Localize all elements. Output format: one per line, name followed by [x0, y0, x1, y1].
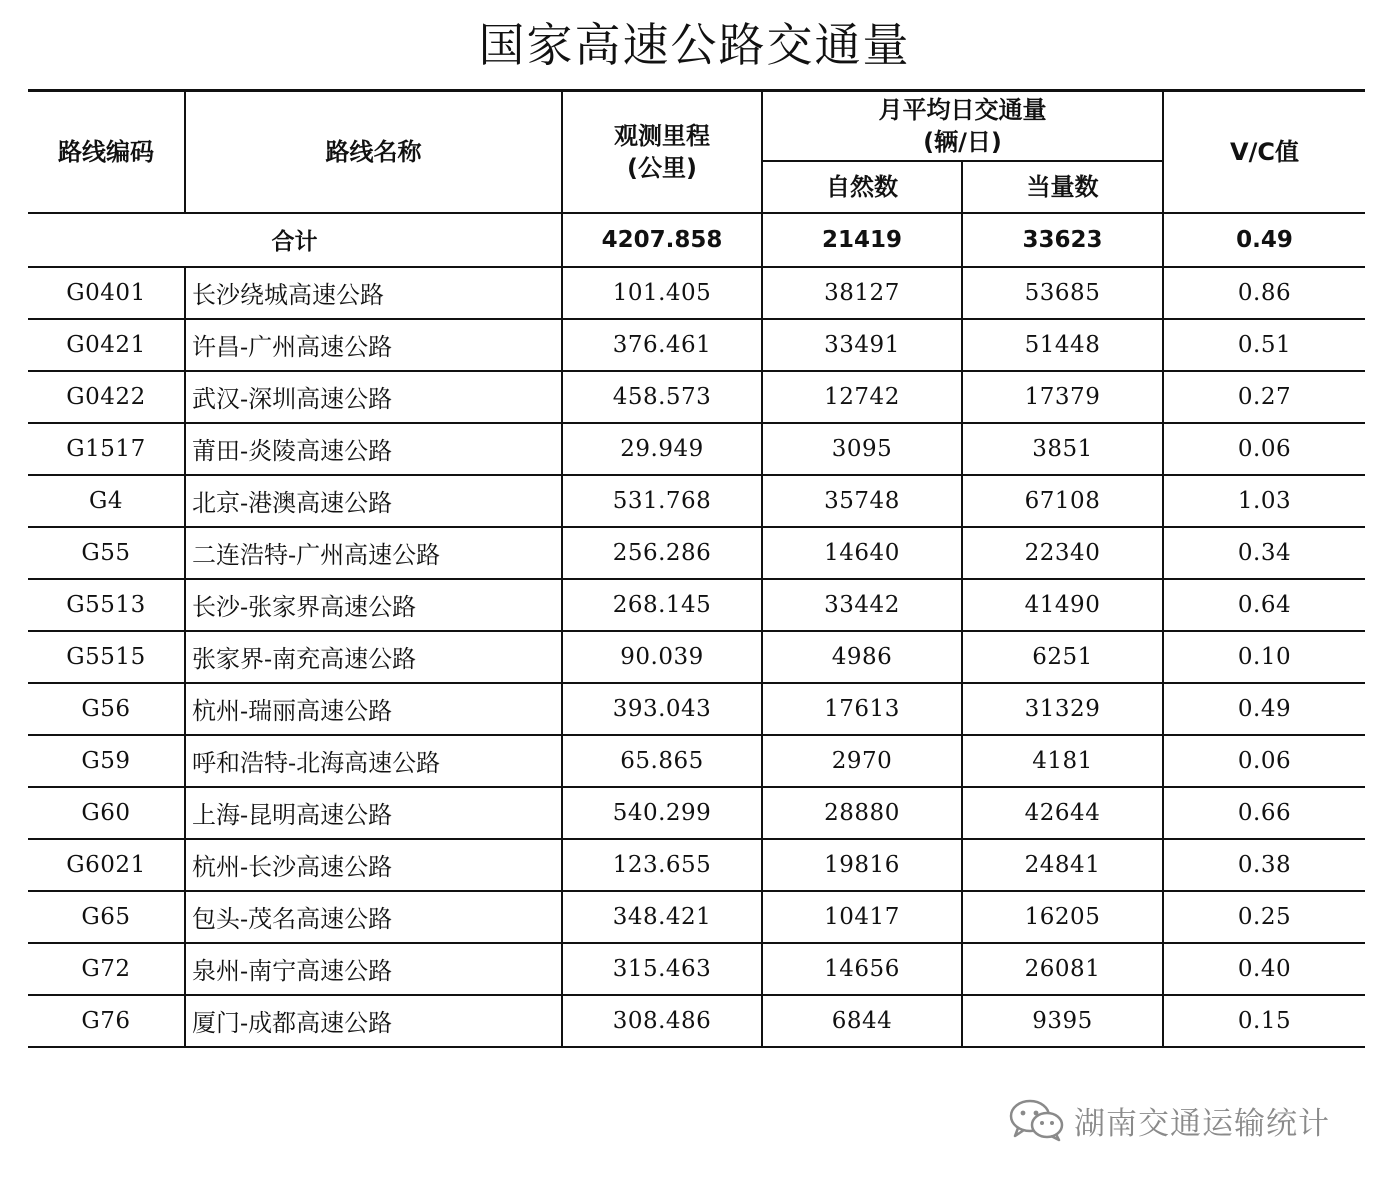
natural-count-cell: 3095	[762, 423, 962, 475]
route-name-cell: 上海-昆明高速公路	[185, 787, 562, 839]
table-row	[28, 891, 1365, 943]
natural-count-cell: 19816	[762, 839, 962, 891]
table-body	[28, 213, 1365, 1047]
vc-ratio-cell: 0.64	[1163, 579, 1365, 631]
mileage-cell: 458.573	[562, 371, 762, 423]
table-row	[28, 735, 1365, 787]
mileage-cell: 65.865	[562, 735, 762, 787]
route-code-cell: G5513	[28, 579, 185, 631]
mileage-cell: 90.039	[562, 631, 762, 683]
header-equivalent-count: 当量数	[962, 161, 1163, 213]
route-name-cell: 厦门-成都高速公路	[185, 995, 562, 1047]
route-name-cell: 长沙-张家界高速公路	[185, 579, 562, 631]
route-name-cell: 长沙绕城高速公路	[185, 267, 562, 319]
total-row	[28, 213, 1365, 267]
total-natural: 21419	[762, 213, 962, 267]
header-daily-volume	[762, 91, 1163, 161]
natural-count-cell: 12742	[762, 371, 962, 423]
header-vc-ratio: V/C值	[1163, 91, 1365, 213]
vc-ratio-cell: 0.34	[1163, 527, 1365, 579]
route-name-cell: 许昌-广州高速公路	[185, 319, 562, 371]
vc-ratio-cell: 0.49	[1163, 683, 1365, 735]
natural-count-cell: 14640	[762, 527, 962, 579]
natural-count-cell: 4986	[762, 631, 962, 683]
route-code-cell: G76	[28, 995, 185, 1047]
total-vc: 0.49	[1163, 213, 1365, 267]
equivalent-count-cell: 17379	[962, 371, 1163, 423]
route-name-cell: 泉州-南宁高速公路	[185, 943, 562, 995]
equivalent-count-cell: 4181	[962, 735, 1163, 787]
route-name-cell: 杭州-瑞丽高速公路	[185, 683, 562, 735]
equivalent-count-cell: 67108	[962, 475, 1163, 527]
table-row	[28, 683, 1365, 735]
vc-ratio-cell: 0.86	[1163, 267, 1365, 319]
natural-count-cell: 2970	[762, 735, 962, 787]
equivalent-count-cell: 26081	[962, 943, 1163, 995]
table-row	[28, 371, 1365, 423]
natural-count-cell: 14656	[762, 943, 962, 995]
route-name-cell: 武汉-深圳高速公路	[185, 371, 562, 423]
equivalent-count-cell: 16205	[962, 891, 1163, 943]
natural-count-cell: 6844	[762, 995, 962, 1047]
route-code-cell: G0421	[28, 319, 185, 371]
route-name-cell: 莆田-炎陵高速公路	[185, 423, 562, 475]
mileage-cell: 123.655	[562, 839, 762, 891]
header-volume-unit: (辆/日)	[923, 127, 1002, 156]
vc-ratio-cell: 0.15	[1163, 995, 1365, 1047]
route-name-cell: 二连浩特-广州高速公路	[185, 527, 562, 579]
table-row	[28, 267, 1365, 319]
mileage-cell: 101.405	[562, 267, 762, 319]
vc-ratio-cell: 1.03	[1163, 475, 1365, 527]
natural-count-cell: 35748	[762, 475, 962, 527]
table-row	[28, 579, 1365, 631]
vc-ratio-cell: 0.06	[1163, 423, 1365, 475]
watermark-text: 湖南交通运输统计	[1074, 1105, 1330, 1142]
table-row	[28, 631, 1365, 683]
header-mileage-label: 观测里程	[614, 121, 710, 150]
header-volume-label: 月平均日交通量	[878, 95, 1047, 124]
route-code-cell: G65	[28, 891, 185, 943]
equivalent-count-cell: 53685	[962, 267, 1163, 319]
table-row	[28, 943, 1365, 995]
mileage-cell: 256.286	[562, 527, 762, 579]
table-row	[28, 475, 1365, 527]
mileage-cell: 540.299	[562, 787, 762, 839]
natural-count-cell: 17613	[762, 683, 962, 735]
table-row	[28, 319, 1365, 371]
mileage-cell: 315.463	[562, 943, 762, 995]
natural-count-cell: 28880	[762, 787, 962, 839]
route-code-cell: G0401	[28, 267, 185, 319]
mileage-cell: 531.768	[562, 475, 762, 527]
vc-ratio-cell: 0.25	[1163, 891, 1365, 943]
table-row	[28, 839, 1365, 891]
equivalent-count-cell: 42644	[962, 787, 1163, 839]
route-code-cell: G4	[28, 475, 185, 527]
equivalent-count-cell: 24841	[962, 839, 1163, 891]
route-name-cell: 呼和浩特-北海高速公路	[185, 735, 562, 787]
vc-ratio-cell: 0.06	[1163, 735, 1365, 787]
total-equivalent: 33623	[962, 213, 1163, 267]
table-row	[28, 527, 1365, 579]
equivalent-count-cell: 22340	[962, 527, 1163, 579]
header-mileage-unit: (公里)	[627, 153, 697, 182]
route-code-cell: G56	[28, 683, 185, 735]
route-code-cell: G6021	[28, 839, 185, 891]
table-row	[28, 995, 1365, 1047]
page-title: 国家高速公路交通量	[478, 18, 911, 72]
header-route-code: 路线编码	[28, 91, 185, 213]
header-natural-count: 自然数	[762, 161, 962, 213]
table-row	[28, 787, 1365, 839]
vc-ratio-cell: 0.66	[1163, 787, 1365, 839]
vc-ratio-cell: 0.40	[1163, 943, 1365, 995]
route-code-cell: G5515	[28, 631, 185, 683]
header-mileage	[562, 91, 762, 213]
mileage-cell: 376.461	[562, 319, 762, 371]
route-name-cell: 杭州-长沙高速公路	[185, 839, 562, 891]
equivalent-count-cell: 51448	[962, 319, 1163, 371]
route-code-cell: G72	[28, 943, 185, 995]
route-name-cell: 包头-茂名高速公路	[185, 891, 562, 943]
equivalent-count-cell: 3851	[962, 423, 1163, 475]
equivalent-count-cell: 41490	[962, 579, 1163, 631]
mileage-cell: 308.486	[562, 995, 762, 1047]
natural-count-cell: 38127	[762, 267, 962, 319]
route-code-cell: G1517	[28, 423, 185, 475]
wechat-icon	[1008, 1098, 1066, 1142]
route-name-cell: 张家界-南充高速公路	[185, 631, 562, 683]
equivalent-count-cell: 6251	[962, 631, 1163, 683]
natural-count-cell: 33442	[762, 579, 962, 631]
vc-ratio-cell: 0.51	[1163, 319, 1365, 371]
route-code-cell: G0422	[28, 371, 185, 423]
watermark	[1008, 1098, 1330, 1142]
natural-count-cell: 10417	[762, 891, 962, 943]
mileage-cell: 29.949	[562, 423, 762, 475]
table-row	[28, 423, 1365, 475]
mileage-cell: 268.145	[562, 579, 762, 631]
route-code-cell: G60	[28, 787, 185, 839]
mileage-cell: 348.421	[562, 891, 762, 943]
vc-ratio-cell: 0.27	[1163, 371, 1365, 423]
equivalent-count-cell: 9395	[962, 995, 1163, 1047]
total-label: 合计	[28, 213, 562, 267]
total-mileage: 4207.858	[562, 213, 762, 267]
vc-ratio-cell: 0.38	[1163, 839, 1365, 891]
route-code-cell: G55	[28, 527, 185, 579]
route-name-cell: 北京-港澳高速公路	[185, 475, 562, 527]
vc-ratio-cell: 0.10	[1163, 631, 1365, 683]
route-code-cell: G59	[28, 735, 185, 787]
equivalent-count-cell: 31329	[962, 683, 1163, 735]
header-route-name: 路线名称	[185, 91, 562, 213]
traffic-table	[28, 89, 1365, 1048]
mileage-cell: 393.043	[562, 683, 762, 735]
natural-count-cell: 33491	[762, 319, 962, 371]
